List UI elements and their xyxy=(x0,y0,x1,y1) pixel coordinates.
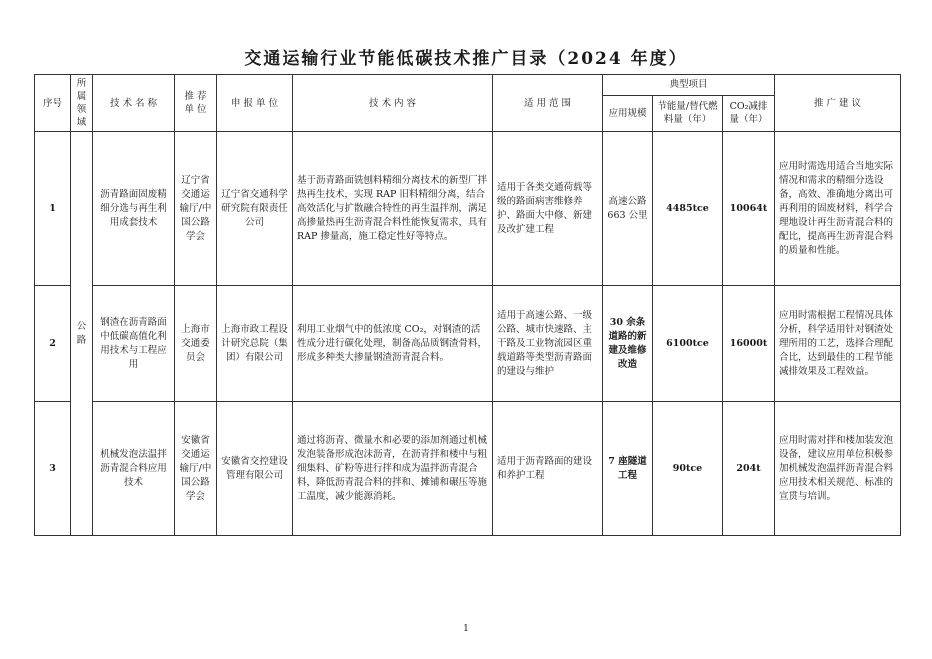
header-tech-name: 技 术 名 称 xyxy=(93,75,175,132)
header-co2: CO₂减排量（年） xyxy=(723,95,775,131)
header-advice: 推 广 建 议 xyxy=(775,75,901,132)
row-seq: 2 xyxy=(35,286,71,402)
row-scale: 30 余条道路的新建及维修改造 xyxy=(603,286,653,402)
row-recommender: 辽宁省交通运输厅/中国公路学会 xyxy=(175,132,217,286)
row-applicant: 辽宁省交通科学研究院有限责任公司 xyxy=(217,132,293,286)
row-co2: 10064t xyxy=(723,132,775,286)
row-content: 通过将沥青、微量水和必要的添加剂通过机械发泡装备形成泡沫沥青，在沥青拌和楼中与粗细集料、矿粉等进行拌和成为温拌沥青混合料，降低沥青混合料的拌和、摊铺和碾压等施工温度，减少能源消耗。 xyxy=(293,402,493,536)
header-scale: 应用规模 xyxy=(603,95,653,131)
page-title: 交通运输行业节能低碳技术推广目录（2024 年度） xyxy=(244,49,688,69)
domain-cell: 公路 xyxy=(71,132,93,536)
row-tech-name: 钢渣在沥青路面中低碳高值化利用技术与工程应用 xyxy=(93,286,175,402)
row-co2: 16000t xyxy=(723,286,775,402)
header-row xyxy=(35,75,901,96)
row-energy: 6100tce xyxy=(653,286,723,402)
header-typical: 典型项目 xyxy=(603,75,775,96)
row-recommender: 上海市交通委员会 xyxy=(175,286,217,402)
header-seq: 序号 xyxy=(35,75,71,132)
row-scope: 适用于各类交通荷载等级的路面病害维修养护、路面大中修、新建及改扩建工程 xyxy=(493,132,603,286)
row-applicant: 安徽省交控建设管理有限公司 xyxy=(217,402,293,536)
row-applicant: 上海市政工程设计研究总院（集团）有限公司 xyxy=(217,286,293,402)
row-scale: 高速公路 663 公里 xyxy=(603,132,653,286)
header-scope: 适 用 范 围 xyxy=(493,75,603,132)
table-row xyxy=(35,132,901,286)
row-tech-name: 沥青路面固废精细分选与再生利用成套技术 xyxy=(93,132,175,286)
row-scale: 7 座隧道工程 xyxy=(603,402,653,536)
row-scope: 适用于沥青路面的建设和养护工程 xyxy=(493,402,603,536)
row-advice: 应用时需对拌和楼加装发泡设备，建议应用单位积极参加机械发泡温拌沥青混合料应用技术相关规范、标准的宣贯与培训。 xyxy=(775,402,901,536)
row-seq: 1 xyxy=(35,132,71,286)
header-energy: 节能量/替代燃料量（年） xyxy=(653,95,723,131)
catalog-table xyxy=(34,74,901,536)
page-number: 1 xyxy=(463,624,469,634)
header-domain: 所属领域 xyxy=(71,75,93,132)
row-seq: 3 xyxy=(35,402,71,536)
row-content: 基于沥青路面铣刨料精细分离技术的新型厂拌热再生技术，实现 RAP 旧料精细分离，结合高效活化与扩散融合特性的再生温拌剂，满足高掺量热再生沥青混合料性能恢复需求，具有 RAP 掺量高，施工稳定性好等特点。 xyxy=(293,132,493,286)
row-energy: 90tce xyxy=(653,402,723,536)
row-recommender: 安徽省交通运输厅/中国公路学会 xyxy=(175,402,217,536)
header-content: 技 术 内 容 xyxy=(293,75,493,132)
row-co2: 204t xyxy=(723,402,775,536)
header-recommender: 推 荐 单 位 xyxy=(175,75,217,132)
row-content: 利用工业烟气中的低浓度 CO₂，对钢渣的活性成分进行碳化处理，制备高品质钢渣骨料，形成多种类大掺量钢渣沥青混合料。 xyxy=(293,286,493,402)
table-row xyxy=(35,286,901,402)
row-advice: 应用时需根据工程情况具体分析，科学适用针对钢渣处理所用的工艺，选择合理配合比，达到最佳的工程节能减排效果及工程效益。 xyxy=(775,286,901,402)
row-energy: 4485tce xyxy=(653,132,723,286)
row-tech-name: 机械发泡法温拌沥青混合料应用技术 xyxy=(93,402,175,536)
header-applicant: 申 报 单 位 xyxy=(217,75,293,132)
row-advice: 应用时需选用适合当地实际情况和需求的精细分选设备，高效、准确地分离出可再利用的固废材料，科学合理地设计再生沥青混合料的配比，提高再生沥青混合料的质量和性能。 xyxy=(775,132,901,286)
table-row xyxy=(35,402,901,536)
row-scope: 适用于高速公路、一级公路、城市快速路、主干路及工业物流园区重载道路等类型沥青路面的建设与维护 xyxy=(493,286,603,402)
